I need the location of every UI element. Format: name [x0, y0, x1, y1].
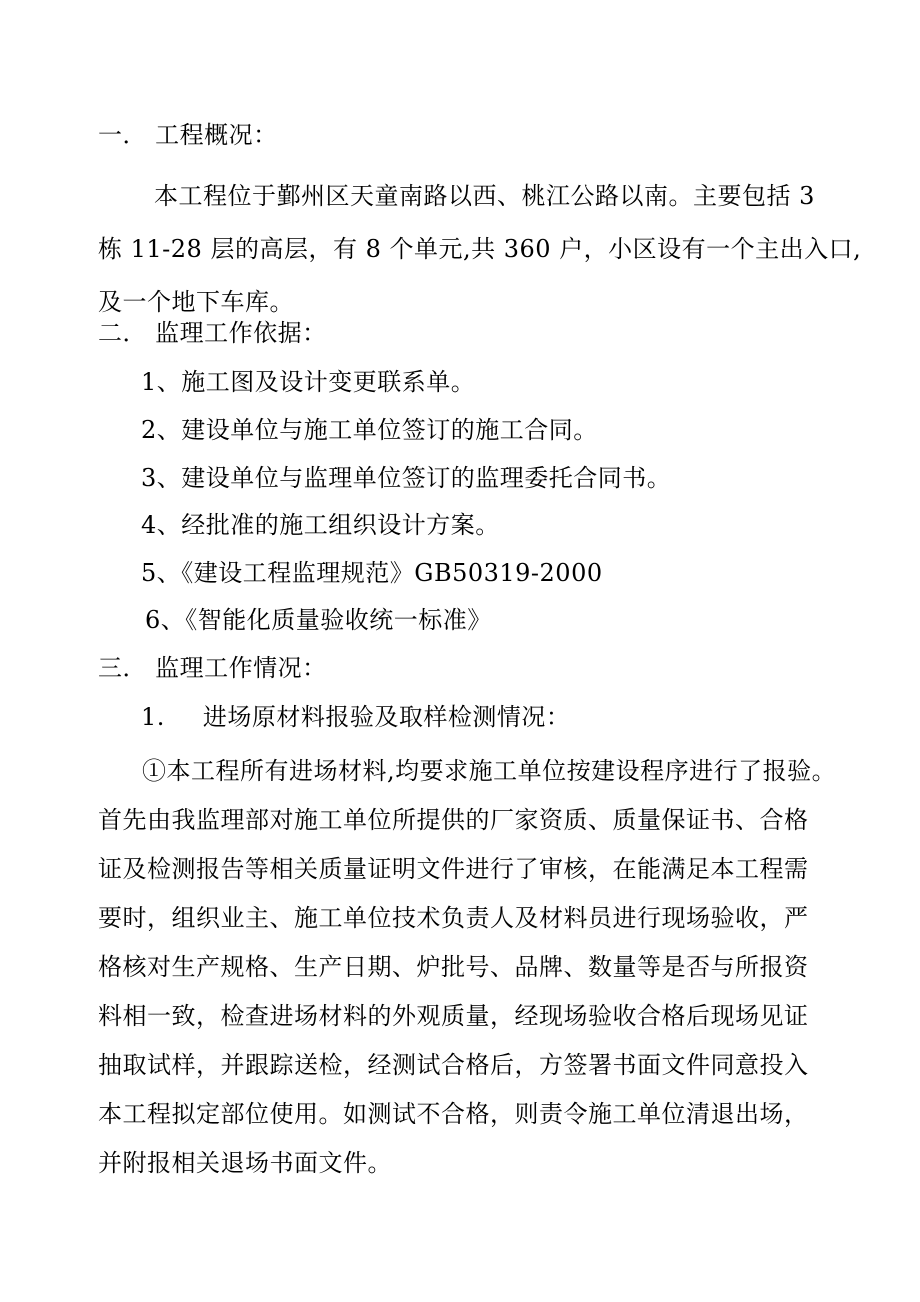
section-1-heading: 一． 工程概况： [98, 121, 278, 149]
subsection-1-text: 进场原材料报验及取样检测情况： [202, 703, 571, 731]
basis-item-4: 4、经批准的施工组织设计方案。 [141, 511, 500, 539]
section-3-heading: 三． 监理工作情况： [98, 654, 327, 682]
basis-item-6: 6、《智能化质量验收统一标准》 [145, 606, 492, 634]
subsection-1-number: 1. [141, 703, 165, 731]
basis-item-1: 1、施工图及设计变更联系单。 [141, 368, 476, 396]
basis-item-3: 3、建设单位与监理单位签订的监理委托合同书。 [141, 464, 672, 492]
section-1-paragraph: 本工程位于鄞州区天童南路以西、桃江公路以南。主要包括 3 栋 11-28 层的高层，有 8 个单元,共 360 户，小区设有一个主出入口, 及一个地下车库。 [98, 182, 862, 316]
section-3-paragraph: ①本工程所有进场材料,均要求施工单位按建设程序进行了报验。 首先由我监理部对施工单位所提供的厂家资质、质量保证书、合格 证及检测报告等相关质量证明文件进行了审核，在能满足本工程需 要时，组织业主、施工单位技术负责人及材料员进行现场验收，严 格核对生产规格、生产日期、炉批号、品牌、数量等是否与所报资 料相一致，检查进场材料的外观质量，经现场验收合格后现场见证 抽取试样，并跟踪送检，经测试合格后，方签署书面文件同意投入 本工程拟定部位使用。如测试不合格，则责令施工单位清退出场， 并附报相关退场书面文件。 [98, 757, 837, 1177]
section-2-heading: 二． 监理工作依据： [98, 319, 327, 347]
basis-item-2: 2、建设单位与施工单位签订的施工合同。 [141, 416, 598, 444]
subsection-1-title [141, 702, 570, 732]
basis-item-5: 5、《建设工程监理规范》GB50319-2000 [141, 559, 603, 587]
